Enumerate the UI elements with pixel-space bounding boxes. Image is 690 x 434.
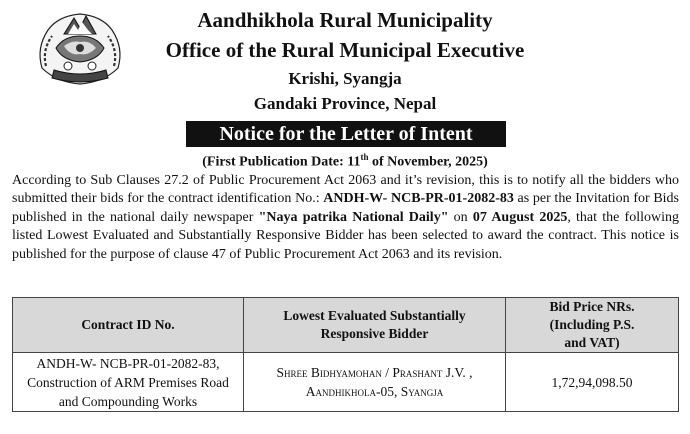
table-header-row xyxy=(13,298,679,353)
publish-date: 07 August 2025 xyxy=(472,209,568,225)
price-cell: 1,72,94,098.50 xyxy=(506,353,679,412)
notice-title: Notice for the Letter of Intent xyxy=(186,121,506,147)
nepal-emblem-icon xyxy=(34,8,126,92)
header-bid-price: Bid Price NRs. (Including P.S. and VAT) xyxy=(506,298,679,353)
notice-body: According to Sub Clauses 27.2 of Public Procurement Act 2063 and it’s revision, this is to notify all the bidders who submitted their bids for the contract identification No.: ANDH-W- NCB-PR-01-2082-83 as per the Invitation for Bids published in the national daily newspaper "Naya patrika National Daily" on 07 August 2025, that the following listed Lowest Evaluated and Substantially Responsive Bidder has been selected to award the contract. This notice is published for the purpose of clause 47 of Public Procurement Act 2063 and its revision. xyxy=(12,173,679,262)
header-bidder: Lowest Evaluated Substantially Responsive Bidder xyxy=(244,298,506,353)
publication-date: (First Publication Date: 11th of November, 2025) xyxy=(202,152,488,170)
province-name: Gandaki Province, Nepal xyxy=(253,94,437,113)
header-contract-id: Contract ID No. xyxy=(13,298,244,353)
contract-id: ANDH-W- NCB-PR-01-2082-83 xyxy=(323,191,514,207)
office-name: Office of the Rural Municipal Executive xyxy=(165,38,525,62)
table-row xyxy=(13,353,679,412)
office-location: Krishi, Syangja xyxy=(288,69,402,88)
bidder-table xyxy=(12,297,679,412)
bidder-cell: Shree Bidhyamohan / Prashant J.V. , Aandhikhola-05, Syangja xyxy=(244,353,506,412)
newspaper-name: "Naya patrika National Daily" xyxy=(258,209,449,225)
contract-cell: ANDH-W- NCB-PR-01-2082-83, Construction of ARM Premises Road and Compounding Works xyxy=(13,353,244,412)
municipality-name: Aandhikhola Rural Municipality xyxy=(197,8,493,32)
letterhead xyxy=(130,4,560,112)
